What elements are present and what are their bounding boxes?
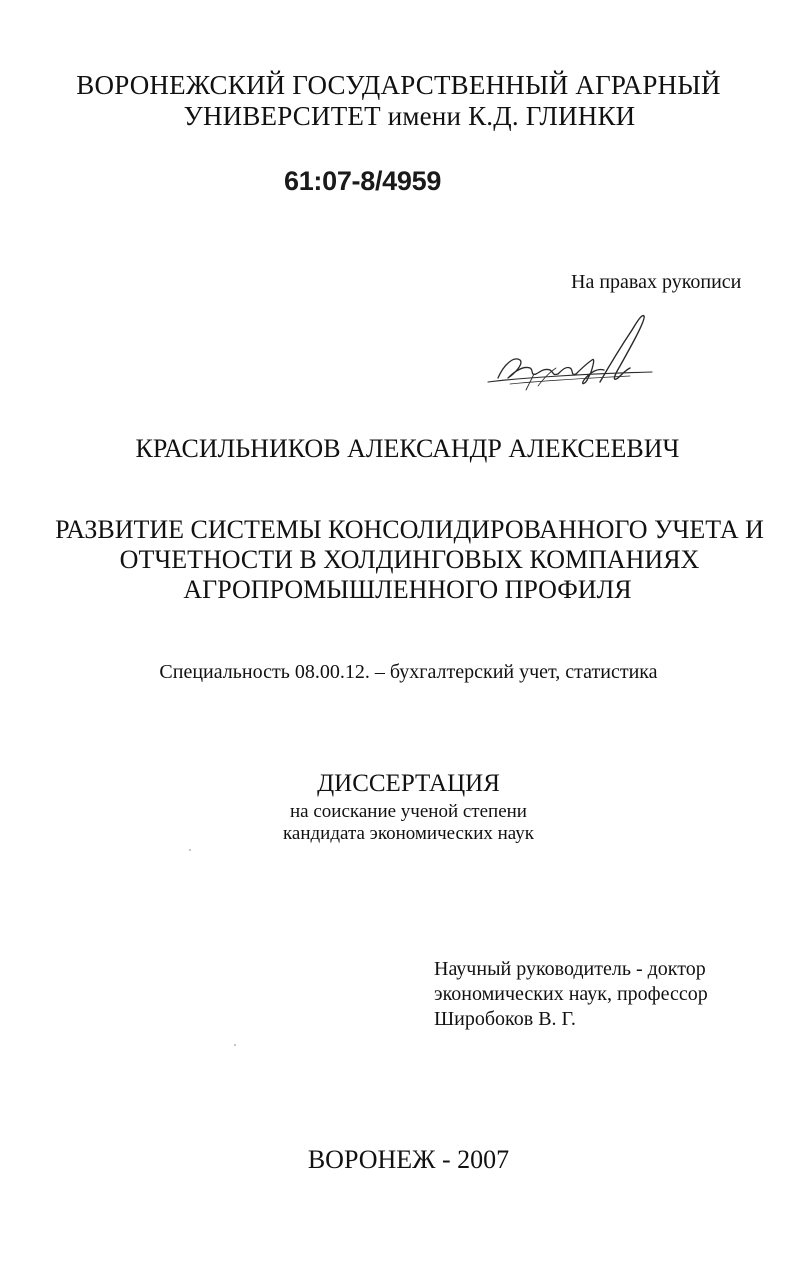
scan-speck: [234, 1044, 236, 1046]
signature-icon: [480, 308, 660, 400]
author-name: КРАСИЛЬНИКОВ АЛЕКСАНДР АЛЕКСЕЕВИЧ: [135, 434, 680, 463]
rights-note: На правах рукописи: [571, 271, 742, 293]
supervisor-line-1: Научный руководитель - доктор: [434, 958, 706, 980]
specialty: Специальность 08.00.12. – бухгалтерский учет, статистика: [159, 661, 658, 683]
university-header: [0, 70, 797, 132]
supervisor-line-3: Широбоков В. Г.: [434, 1008, 576, 1030]
degree-line-1: на соискание ученой степени: [290, 801, 527, 822]
scan-speck: [189, 849, 191, 851]
degree-description: [0, 801, 797, 845]
title-line-3: АГРОПРОМЫШЛЕННОГО ПРОФИЛЯ: [183, 575, 632, 604]
title-line-1: РАЗВИТИЕ СИСТЕМЫ КОНСОЛИДИРОВАННОГО УЧЕТА И: [55, 515, 764, 544]
dissertation-title: [0, 515, 797, 605]
supervisor-block: [434, 957, 708, 1032]
university-name-line-2: УНИВЕРСИТЕТ имени К.Д. ГЛИНКИ: [183, 101, 636, 131]
title-line-2: ОТЧЕТНОСТИ В ХОЛДИНГОВЫХ КОМПАНИЯХ: [119, 545, 700, 574]
degree-line-2: кандидата экономических наук: [282, 823, 535, 844]
catalog-number: 61:07-8/4959: [284, 166, 442, 196]
city-year: ВОРОНЕЖ - 2007: [307, 1145, 510, 1174]
university-name-line-1: ВОРОНЕЖСКИЙ ГОСУДАРСТВЕННЫЙ АГРАРНЫЙ: [76, 70, 721, 100]
supervisor-line-2: экономических наук, профессор: [434, 983, 708, 1005]
dissertation-label: ДИССЕРТАЦИЯ: [317, 770, 500, 797]
